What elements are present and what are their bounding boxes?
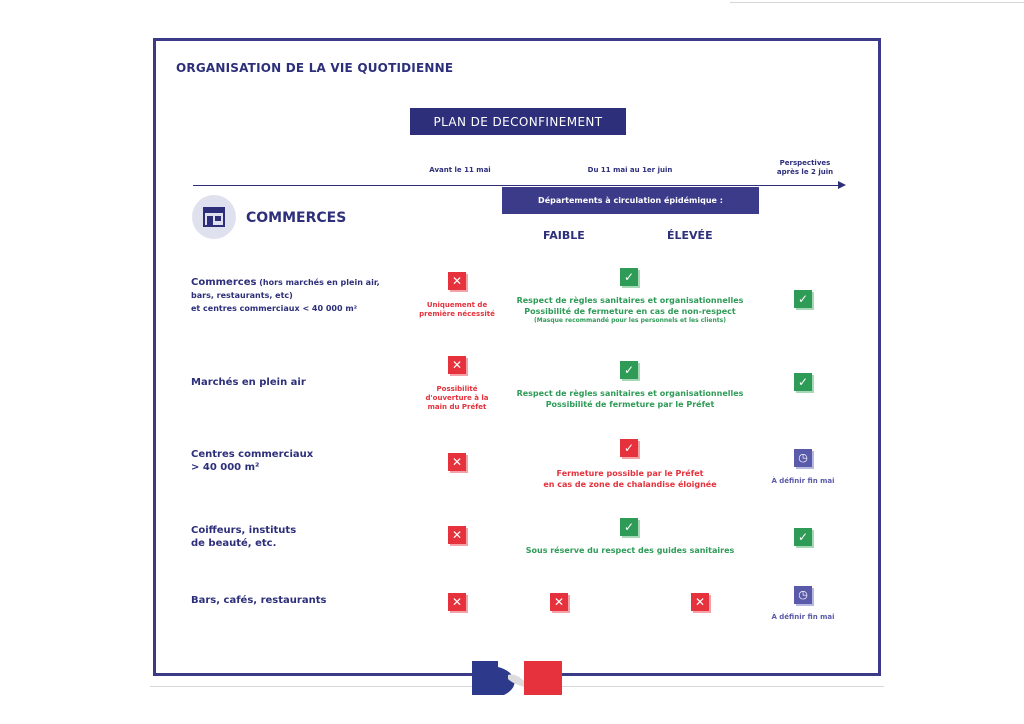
after-note: À définir fin mai — [771, 477, 835, 485]
row-label-line3: et centres commerciaux < 40 000 m² — [191, 304, 358, 313]
during-note-line1: Fermeture possible par le Préfet — [556, 469, 704, 478]
during-note — [495, 468, 765, 490]
check-icon: ✓ — [619, 267, 639, 287]
top-rule — [730, 2, 1024, 3]
elevee-header: ÉLEVÉE — [667, 229, 713, 242]
cross-icon: ✕ — [549, 592, 569, 612]
cross-icon: ✕ — [447, 271, 467, 291]
row-label-centres — [191, 448, 391, 474]
clock-icon: ◷ — [793, 585, 813, 605]
section-title: ORGANISATION DE LA VIE QUOTIDIENNE — [176, 61, 454, 75]
plan-title: PLAN DE DECONFINEMENT — [410, 108, 626, 135]
check-icon: ✓ — [793, 289, 813, 309]
row-label-main: Commerces — [191, 277, 257, 288]
cross-icon: ✕ — [447, 452, 467, 472]
row-label-bars: Bars, cafés, restaurants — [191, 595, 327, 606]
during-note — [495, 388, 765, 410]
row-label-line1: Centres commerciaux — [191, 449, 314, 460]
col-header-before: Avant le 11 mai — [429, 166, 491, 174]
check-icon: ✓ — [619, 360, 639, 380]
before-note-line2: d'ouverture à la — [425, 394, 489, 402]
before-note-line2: première nécessité — [419, 310, 495, 318]
cross-icon: ✕ — [690, 592, 710, 612]
row-label-coiffeurs — [191, 524, 391, 550]
dept-circulation-header: Départements à circulation épidémique : — [502, 187, 759, 214]
check-icon: ✓ — [619, 517, 639, 537]
store-icon — [192, 195, 236, 239]
during-note: Sous réserve du respect des guides sanitaires — [525, 546, 735, 555]
col-header-after — [768, 159, 842, 177]
clock-icon: ◷ — [793, 448, 813, 468]
faible-header: FAIBLE — [543, 229, 585, 242]
cross-icon: ✕ — [447, 592, 467, 612]
check-icon: ✓ — [793, 372, 813, 392]
col-header-during: Du 11 mai au 1er juin — [587, 166, 673, 174]
during-note-line3: (Masque recommandé pour les personnels et les clients) — [534, 317, 726, 324]
col-header-after-line2: après le 2 juin — [776, 168, 834, 176]
before-note — [412, 301, 502, 319]
row-label-line2: de beauté, etc. — [191, 538, 277, 549]
before-note-line1: Possibilité — [436, 385, 478, 393]
timeline-line — [193, 185, 841, 186]
check-icon: ✓ — [619, 438, 639, 458]
during-note-line1: Respect de règles sanitaires et organisationnelles — [516, 389, 744, 398]
before-note — [412, 385, 502, 412]
row-label-line2: bars, restaurants, etc) — [191, 291, 293, 300]
during-note-line2: en cas de zone de chalandise éloignée — [543, 480, 717, 489]
check-icon: ✓ — [793, 527, 813, 547]
col-header-after-line1: Perspectives — [779, 159, 831, 167]
row-label-line1: Coiffeurs, instituts — [191, 525, 297, 536]
row-label-line2: > 40 000 m² — [191, 462, 260, 473]
cross-icon: ✕ — [447, 525, 467, 545]
after-note: À définir fin mai — [771, 613, 835, 621]
row-label-small: (hors marchés en plein air, — [256, 278, 380, 287]
cross-icon: ✕ — [447, 355, 467, 375]
during-note — [495, 295, 765, 325]
category-title: COMMERCES — [246, 210, 347, 226]
during-note-line2: Possibilité de fermeture par le Préfet — [545, 400, 715, 409]
timeline-arrow-icon — [838, 181, 846, 189]
before-note-line3: main du Préfet — [427, 403, 487, 411]
during-note-line1: Respect de règles sanitaires et organisationnelles — [516, 296, 744, 305]
during-note-line2: Possibilité de fermeture en cas de non-respect — [524, 307, 736, 316]
before-note-line1: Uniquement de — [426, 301, 488, 309]
row-label-commerces — [191, 276, 391, 315]
marianne-logo-red — [520, 661, 562, 695]
marianne-logo-icon — [498, 661, 524, 695]
row-label-marches: Marchés en plein air — [191, 377, 306, 388]
